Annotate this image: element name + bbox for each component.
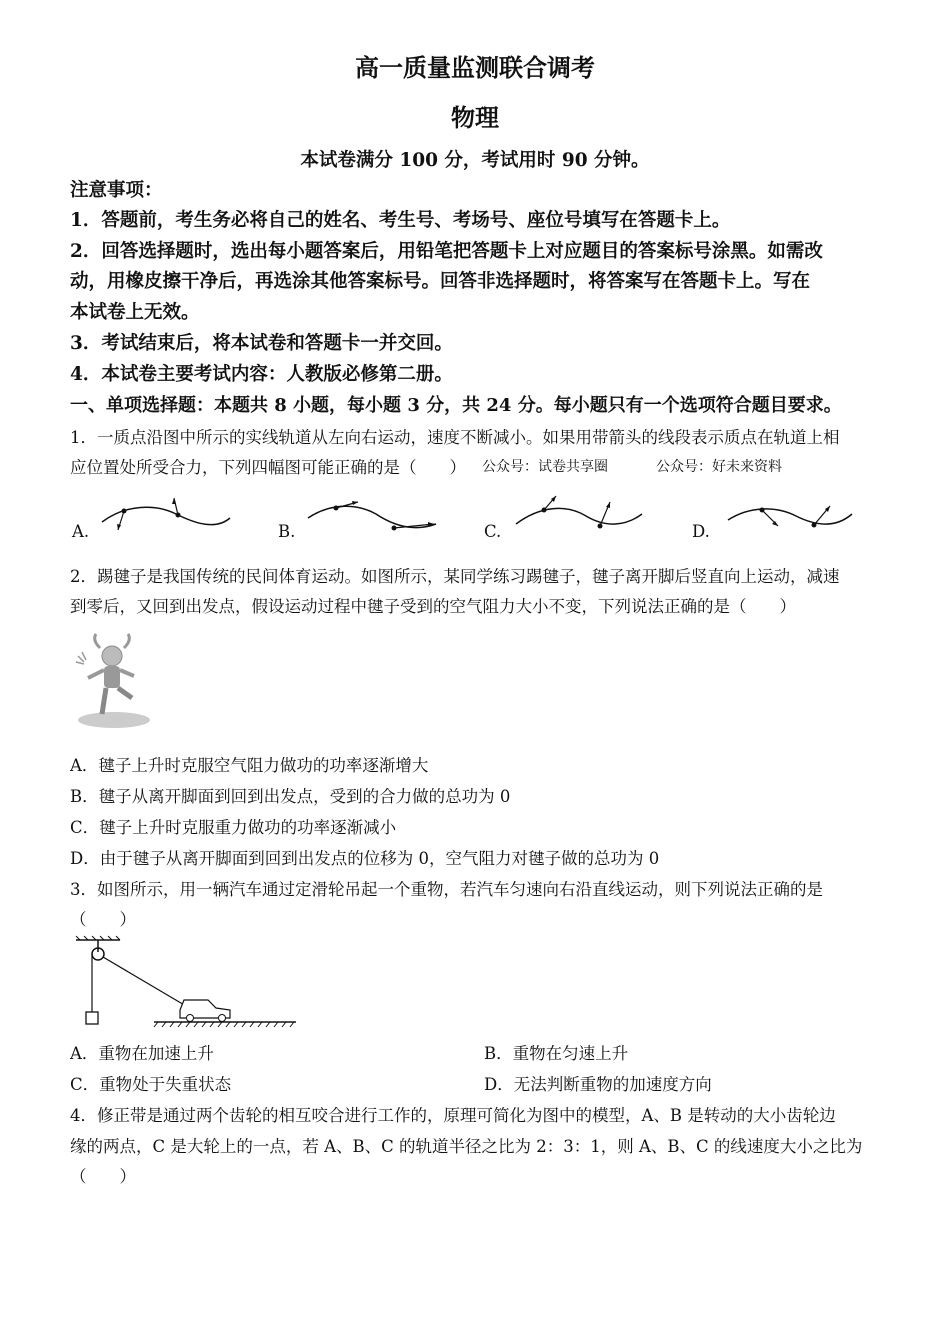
subject-title: 物理 (451, 103, 499, 132)
q1-stem-line2: 应位置处所受合力，下列四幅图可能正确的是（ ） (70, 458, 466, 477)
q2-shuttlecock-kid-figure (72, 632, 152, 732)
q2-stem-line1: 2．踢毽子是我国传统的民间体育运动。如图所示，某同学练习踢毽子，毽子离开脚后竖直向上运动，减速 (70, 567, 840, 586)
note-3: 3．考试结束后，将本试卷和答题卡一并交回。 (70, 333, 453, 354)
notes-heading: 注意事项： (70, 180, 163, 201)
q1-option-d-label: D. (692, 522, 710, 541)
exam-info: 本试卷满分 100 分，考试用时 90 分钟。 (300, 150, 650, 171)
q3-stem-line1: 3．如图所示，用一辆汽车通过定滑轮吊起一个重物，若汽车匀速向右沿直线运动，则下列说法正确的是 (70, 880, 823, 899)
q3-option-c: C．重物处于失重状态 (70, 1075, 232, 1094)
q1-watermark-1: 公众号：试卷共享圈 (482, 459, 608, 475)
q2-option-b: B．毽子从离开脚面到回到出发点，受到的合力做的总功为 0 (70, 787, 511, 806)
q4-stem-line3: （ ） (70, 1167, 136, 1186)
q1-option-a-label: A. (72, 522, 90, 541)
note-2-line3: 本试卷上无效。 (70, 302, 200, 323)
q1-watermark-2: 公众号：好未来资料 (656, 459, 782, 475)
note-2-line1: 2．回答选择题时，选出每小题答案后，用铅笔把答题卡上对应题目的答案标号涂黑。如需改 (70, 241, 823, 262)
q1-option-b-label: B. (278, 522, 296, 541)
q1-option-a-diagram (96, 496, 236, 546)
q1-option-c-label: C. (484, 522, 502, 541)
q3-option-d: D．无法判断重物的加速度方向 (484, 1075, 712, 1094)
q3-pulley-car-diagram (76, 936, 298, 1030)
q4-stem-line1: 4．修正带是通过两个齿轮的相互咬合进行工作的，原理可简化为图中的模型，A、B 是转动的大小齿轮边 (70, 1106, 836, 1125)
note-1: 1．答题前，考生务必将自己的姓名、考生号、考场号、座位号填写在答题卡上。 (70, 210, 731, 231)
q3-option-a: A．重物在加速上升 (70, 1044, 214, 1063)
q1-option-c-diagram (510, 494, 650, 546)
q2-option-a: A．毽子上升时克服空气阻力做功的功率逐渐增大 (70, 756, 429, 775)
note-4: 4．本试卷主要考试内容：人教版必修第二册。 (70, 364, 453, 385)
section-1-heading: 一、单项选择题：本题共 8 小题，每小题 3 分，共 24 分。每小题只有一个选项符合题目要求。 (70, 395, 842, 416)
q4-stem-line2: 缘的两点，C 是大轮上的一点，若 A、B、C 的轨道半径之比为 2：3：1，则 A、B、C 的线速度大小之比为 (70, 1137, 863, 1156)
q2-option-c: C．毽子上升时克服重力做功的功率逐渐减小 (70, 818, 397, 837)
q1-option-b-diagram (302, 496, 442, 546)
q1-stem-line1: 1．一质点沿图中所示的实线轨道从左向右运动，速度不断减小。如果用带箭头的线段表示质点在轨道上相 (70, 428, 840, 447)
q3-option-b: B．重物在匀速上升 (484, 1044, 629, 1063)
q3-stem-line2: （ ） (70, 910, 136, 929)
q2-option-d: D．由于毽子从离开脚面到回到出发点的位移为 0，空气阻力对毽子做的总功为 0 (70, 849, 660, 868)
exam-title: 高一质量监测联合调考 (355, 53, 595, 82)
q1-option-d-diagram (722, 496, 862, 546)
note-2-line2: 动，用橡皮擦干净后，再选涂其他答案标号。回答非选择题时，将答案写在答题卡上。写在 (70, 271, 811, 292)
q2-stem-line2: 到零后，又回到出发点，假设运动过程中毽子受到的空气阻力大小不变，下列说法正确的是（ ） (70, 597, 796, 616)
